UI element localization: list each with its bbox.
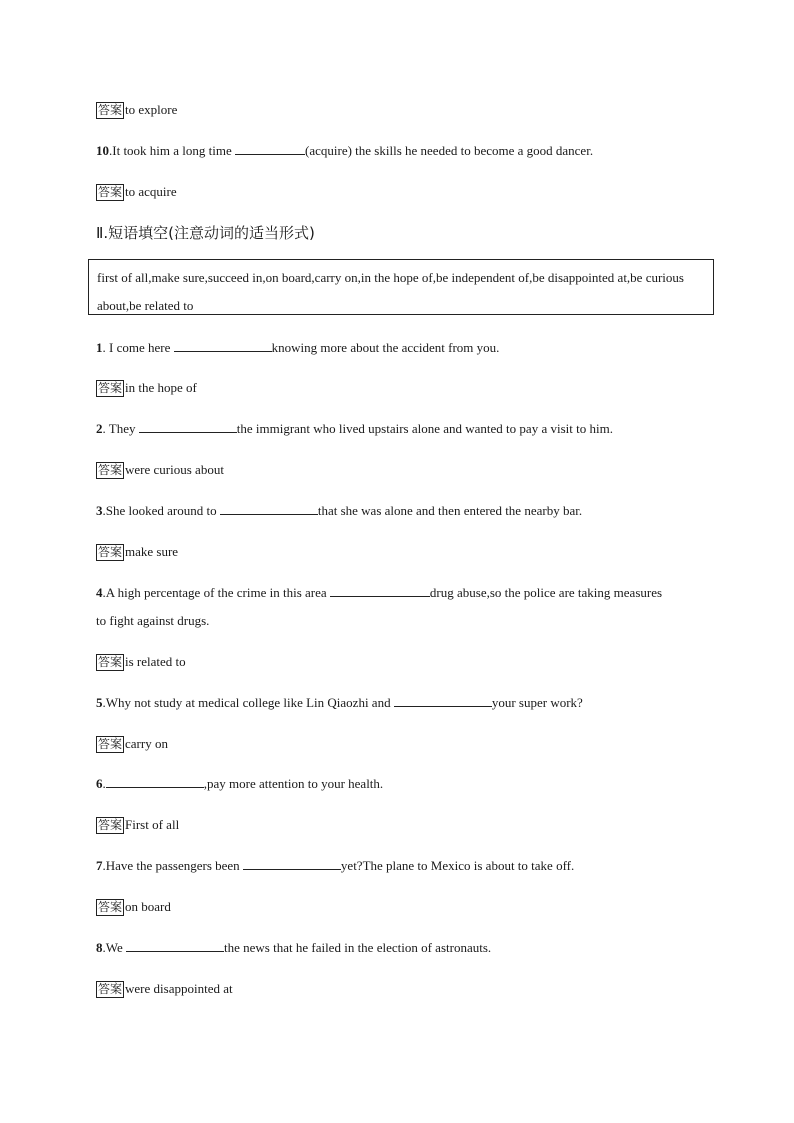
question-number: 4 xyxy=(96,585,103,600)
question-text-before: .Have the passengers been xyxy=(102,858,243,873)
answer-badge: 答案 xyxy=(98,381,123,395)
answer-blank[interactable] xyxy=(174,339,272,352)
question-text-before: . xyxy=(102,776,106,791)
question-text-after: yet?The plane to Mexico is about to take off. xyxy=(340,858,575,873)
question-text-before: . They xyxy=(102,421,139,436)
question-text-after: (acquire) the skills he needed to become a good dancer. xyxy=(305,143,594,158)
question-5 xyxy=(96,694,583,712)
question-4-continuation: to fight against drugs. xyxy=(96,613,210,628)
question-4 xyxy=(96,584,662,602)
section-title: Ⅱ.短语填空(注意动词的适当形式) xyxy=(96,224,315,242)
answer-badge: 答案 xyxy=(98,655,123,669)
answer-line-7 xyxy=(96,898,171,916)
answer-blank[interactable] xyxy=(220,502,318,515)
answer-blank[interactable] xyxy=(330,584,430,597)
answer-badge: 答案 xyxy=(98,818,123,832)
answer-text: to acquire xyxy=(125,184,177,199)
answer-line-prev xyxy=(96,101,177,119)
question-number: 7 xyxy=(96,858,103,873)
answer-text: First of all xyxy=(125,817,180,832)
question-number: 2 xyxy=(96,421,103,436)
question-number: 3 xyxy=(96,503,103,518)
question-2 xyxy=(96,420,613,438)
question-number: 10 xyxy=(96,143,109,158)
answer-badge: 答案 xyxy=(98,545,123,559)
question-text-before: .Why not study at medical college like Lin Qiaozhi and xyxy=(102,695,394,710)
answer-text: were disappointed at xyxy=(125,981,233,996)
question-6 xyxy=(96,775,383,793)
question-text-after: your super work? xyxy=(491,695,583,710)
answer-line-5 xyxy=(96,735,168,753)
word-bank-box xyxy=(88,259,714,315)
answer-line-4 xyxy=(96,653,186,671)
question-text-before: .It took him a long time xyxy=(109,143,236,158)
answer-line-6 xyxy=(96,816,179,834)
question-text-before: .A high percentage of the crime in this area xyxy=(102,585,330,600)
answer-badge: 答案 xyxy=(98,982,123,996)
question-text-before: . I come here xyxy=(102,340,174,355)
question-1 xyxy=(96,339,499,357)
question-text-after: the news that he failed in the election of astronauts. xyxy=(224,940,492,955)
answer-blank[interactable] xyxy=(394,694,492,707)
question-text-after: ,pay more attention to your health. xyxy=(203,776,384,791)
question-text-after: the immigrant who lived upstairs alone and wanted to pay a visit to him. xyxy=(236,421,613,436)
answer-line-2 xyxy=(96,461,224,479)
answer-badge: 答案 xyxy=(98,463,123,477)
answer-blank[interactable] xyxy=(243,857,341,870)
question-number: 6 xyxy=(96,776,103,791)
question-text-before: .We xyxy=(102,940,126,955)
answer-text: make sure xyxy=(125,544,179,559)
answer-badge: 答案 xyxy=(98,737,123,751)
question-3 xyxy=(96,502,582,520)
question-text-after: that she was alone and then entered the nearby bar. xyxy=(317,503,583,518)
answer-text: is related to xyxy=(125,654,186,669)
answer-line-3 xyxy=(96,543,178,561)
answer-text: were curious about xyxy=(125,462,224,477)
answer-text: to explore xyxy=(125,102,178,117)
answer-badge: 答案 xyxy=(98,103,123,117)
answer-blank[interactable] xyxy=(106,775,204,788)
question-text-after: knowing more about the accident from you. xyxy=(271,340,500,355)
answer-badge: 答案 xyxy=(98,185,123,199)
answer-blank[interactable] xyxy=(139,420,237,433)
answer-line-8 xyxy=(96,980,233,998)
question-7 xyxy=(96,857,574,875)
question-10 xyxy=(96,142,593,160)
question-number: 8 xyxy=(96,940,103,955)
question-text-before: .She looked around to xyxy=(102,503,220,518)
answer-blank[interactable] xyxy=(126,939,224,952)
answer-text: carry on xyxy=(125,736,168,751)
answer-badge: 答案 xyxy=(98,900,123,914)
answer-text: on board xyxy=(125,899,171,914)
question-text-after: drug abuse,so the police are taking measures xyxy=(429,585,663,600)
answer-line-10 xyxy=(96,183,177,201)
question-number: 1 xyxy=(96,340,103,355)
question-number: 5 xyxy=(96,695,103,710)
question-8 xyxy=(96,939,491,957)
word-bank-text: first of all,make sure,succeed in,on board,carry on,in the hope of,be independent of,be disappointed at,be curious about,be related to xyxy=(97,270,684,313)
answer-text: in the hope of xyxy=(125,380,197,395)
answer-line-1 xyxy=(96,379,197,397)
answer-blank[interactable] xyxy=(235,142,305,155)
